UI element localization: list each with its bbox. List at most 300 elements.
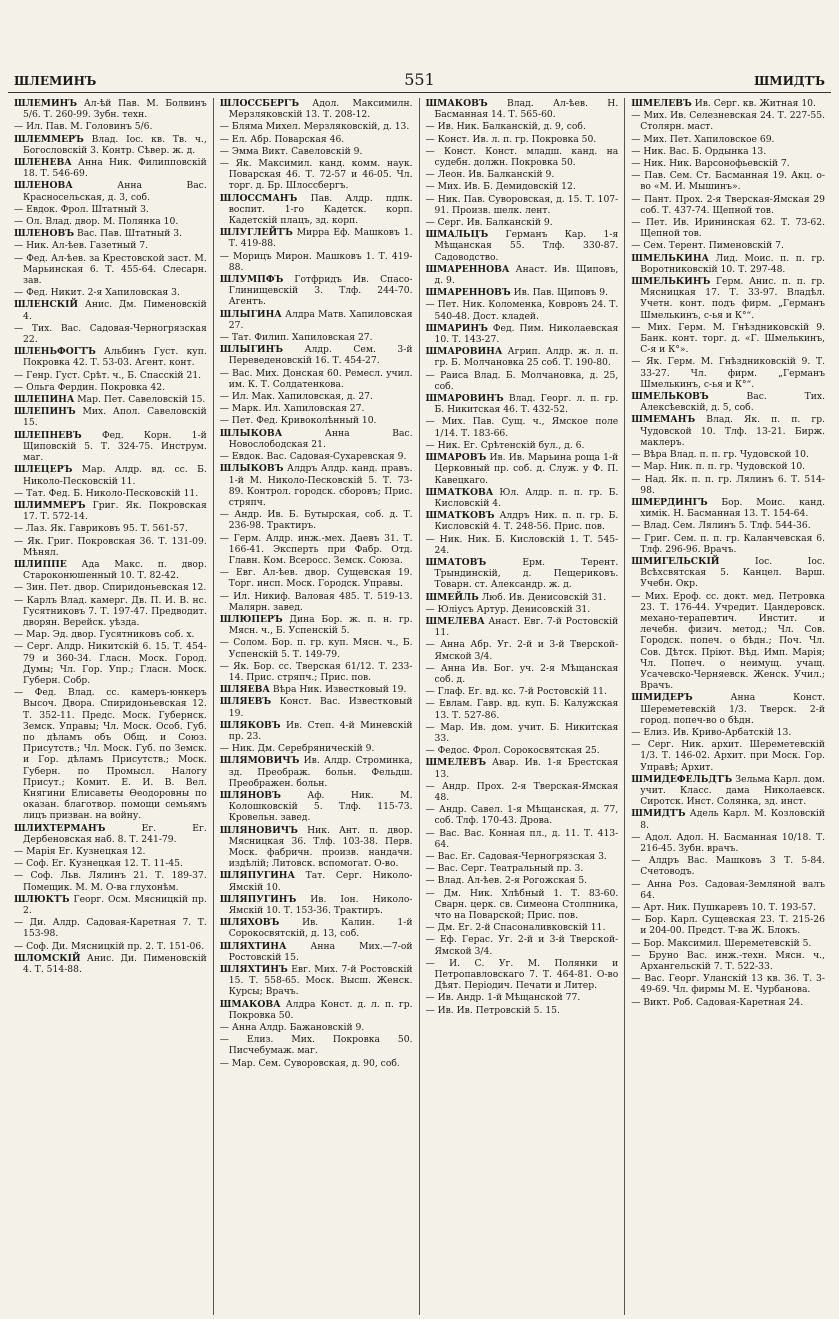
entry-details: — Вас. Георг. Уланскій 13 кв. 36. Т. 3-49-69. Чл. фирмы М. Е. Чурбанова. — [631, 973, 825, 996]
entry-details: Ерм. Терент. Трындинскій, д. Пещериковъ. Товарн. ст. Александр. ж. д. — [434, 556, 619, 591]
entry-details: — Марк. Ил. Хапиловская 27. — [219, 403, 365, 415]
entry-details: — Елиз. Ив. Криво-Арбатскій 13. — [631, 726, 792, 738]
entry-details: Алдра Матв. Хапиловская 27. — [228, 308, 413, 331]
directory-entry — [220, 894, 413, 916]
entry-details: — Сем. Терент. Пименовскій 7. — [631, 240, 784, 252]
directory-entry — [14, 394, 207, 405]
entry-surname: ШЛЫКОВЪ — [219, 463, 284, 475]
entry-details: — Серг. Ив. Балканскій 9. — [425, 217, 553, 229]
directory-entry — [220, 661, 413, 683]
entry-surname: ШМЕЛЬКИНЪ — [631, 276, 711, 288]
entry-details: — Раиса Влад. Б. Молчановка, д. 25, соб. — [425, 369, 619, 392]
directory-entry — [426, 616, 619, 638]
directory-entry — [426, 121, 619, 132]
entry-surname: ШМИДТЪ — [631, 808, 686, 820]
entry-details: — Як. Максимил. канд. комм. наук. Поварская 46. Т. 72-57 и 46-05. Чл. торг. д. Бр. Шлоссбергъ. — [219, 158, 413, 192]
entry-details: — Мар. Сем. Суворовская, д. 90, соб. — [219, 1057, 400, 1069]
directory-entry — [631, 146, 825, 157]
entry-details: — Леон. Ив. Балканскій 9. — [425, 169, 555, 181]
directory-entry — [220, 790, 413, 824]
directory-entry — [426, 557, 619, 591]
entry-surname: ШМАКОВА — [219, 998, 281, 1010]
entry-details: Люб. Ив. Денисовскій 31. — [481, 591, 607, 603]
directory-entry — [14, 488, 207, 499]
entry-details: — Федос. Фрол. Сорокосвятская 25. — [425, 745, 600, 757]
directory-entry — [14, 858, 207, 869]
entry-details: — Генр. Густ. Срѣт. ч., Б. Спасскій 21. — [14, 369, 202, 381]
entry-details: — Фед. Ал-ѣев. за Крестовской заст. М. Марьинская 6. Т. 455-64. Слесарн. зав. — [14, 252, 207, 287]
directory-entry — [426, 510, 619, 532]
entry-details: — Лаз. Як. Гавриковъ 95. Т. 561-57. — [14, 523, 188, 535]
directory-entry — [14, 228, 207, 239]
entry-surname: ШМЕЛЬКИНА — [631, 252, 709, 264]
directory-entry — [426, 169, 619, 180]
directory-entry — [426, 992, 619, 1003]
directory-entry — [631, 832, 825, 854]
directory-entry — [220, 415, 413, 426]
entry-surname: ШМЕРДИНГЪ — [631, 496, 708, 508]
entry-details: Влад. Георг. л. п. гр. Б. Никитская 46. Т. 432-52. — [434, 393, 619, 416]
entry-details: Евг. Мих. 7-й Ростовскій 15. Т. 558-65. Моск. Высш. Женск. Курсы; Врачъ. — [228, 964, 413, 998]
directory-column-2 — [214, 98, 420, 1315]
directory-entry — [426, 229, 619, 263]
entry-details: — Евдок. Вас. Садовая-Сухаревская 9. — [219, 451, 407, 463]
directory-entry — [631, 727, 825, 738]
directory-entry — [14, 157, 207, 179]
page-header — [8, 70, 831, 93]
directory-entry — [14, 846, 207, 857]
directory-entry — [426, 686, 619, 697]
directory-entry — [631, 98, 825, 109]
directory-entry — [220, 193, 413, 227]
directory-entry — [631, 217, 825, 239]
entry-surname: ШЛЯНОВЪ — [219, 789, 281, 801]
directory-entry — [631, 902, 825, 913]
directory-entry — [14, 346, 207, 368]
entry-surname: ШЛЯЕВЪ — [219, 696, 272, 708]
entry-details: Ив. Іон. Николо-Ямскій 10. Т. 153-36. Трактиръ. — [228, 893, 413, 917]
directory-entry — [220, 964, 413, 998]
directory-entry — [220, 146, 413, 157]
entry-details: — Як. Григ. Покровская 36. Т. 131-09. Мѣнял. — [14, 535, 207, 558]
entry-details: — Солом. Бор. п. гр. куп. Мясн. ч., Б. Успенскій 5. Т. 149-79. — [219, 637, 413, 660]
directory-entry — [14, 180, 207, 202]
entry-details: — Фед. Никит. 2-я Хапиловская 3. — [14, 287, 180, 299]
directory-entry — [220, 98, 413, 120]
entry-surname: ШЛУМПФЪ — [219, 274, 284, 286]
directory-entry — [631, 591, 825, 692]
entry-surname: ШЛЕПНЕВЪ — [14, 429, 82, 441]
directory-entry — [14, 464, 207, 486]
directory-entry — [220, 567, 413, 589]
entry-details: — Юліусъ Артур. Денисовскій 31. — [425, 603, 591, 615]
directory-entry — [426, 934, 619, 956]
directory-entry — [220, 591, 413, 613]
entry-details: — Ив. Ив. Петровскій 5. 15. — [425, 1004, 560, 1016]
directory-entry — [220, 344, 413, 366]
entry-surname: ШЛЯХТИНА — [219, 940, 287, 952]
entry-details: — Ив. Андр. 1-й Мѣщанской 77. — [425, 992, 581, 1004]
entry-details: — Мар. Ник. п. п. гр. Чудовской 10. — [631, 461, 806, 473]
directory-entry — [631, 276, 825, 321]
entry-surname: ШМАРЕННОВА — [425, 263, 510, 275]
entry-details: — Ди. Алдр. Садовая-Каретная 7. Т. 153-98. — [14, 917, 207, 940]
entry-details: — Влад. Сем. Лялинъ 5. Тлф. 544-36. — [631, 520, 811, 532]
entry-surname: ШЛЮКТЪ — [14, 893, 70, 905]
entry-details: — Адол. Адол. Н. Басманная 10/18. Т. 216-45. Зубн. врачъ. — [631, 831, 825, 854]
directory-entry — [220, 684, 413, 695]
entry-details: Вѣра Ник. Известковый 19. — [272, 684, 407, 696]
entry-details: — Зин. Пет. двор. Спиридоньевская 12. — [14, 582, 207, 594]
directory-entry — [220, 403, 413, 414]
directory-entry — [426, 804, 619, 826]
entry-details: — Ник. Пав. Суворовская, д. 15. Т. 107-91. Произв. шелк. лент. — [425, 193, 619, 216]
entry-details: — Над. Як. п. п. гр. Лялинъ 6. Т. 514-98. — [631, 473, 825, 496]
directory-entry — [631, 556, 825, 590]
directory-entry — [14, 216, 207, 227]
entry-surname: ШМЕЛЕВЪ — [425, 757, 487, 769]
entry-surname: ШЛЯХТИНЪ — [219, 964, 288, 976]
entry-details: Зельма Карл. дом. учит. Класс. дама Николаевск. Сиротск. Инст. Солянка, зд. инст. — [640, 773, 825, 808]
directory-entry — [14, 687, 207, 821]
entry-surname: ШЛУГЛЕЙТЪ — [219, 227, 293, 239]
entry-details: — Мих. Ив. Селезневская 24. Т. 227-55. Столярн. маст. — [631, 110, 825, 133]
entry-details: — Андр. Прох. 2-я Тверская-Ямская 48. — [425, 780, 619, 803]
entry-details: Герм. Анис. п. п. гр. Мясницкая 17. Т. 33-97. Владѣл. Учетн. конт. подъ фирм. „Германъ Шмелькинъ, с-ья и К°“. — [640, 276, 826, 321]
entry-details: — Анна Ив. Бог. уч. 2-я Мѣщанская соб. д. — [425, 662, 619, 685]
directory-entry — [631, 474, 825, 496]
entry-surname: ШЛЕНОВА — [14, 180, 73, 192]
entry-details: — Евдок. Фрол. Штатный 3. — [14, 203, 149, 215]
directory-entry — [220, 755, 413, 789]
entry-details: — Конст. Ив. л. п. гр. Покровка 50. — [425, 133, 597, 145]
entry-surname: ШМИГЕЛЬСКІЙ — [631, 555, 720, 567]
entry-details: — Вѣра Влад. п. п. гр. Чудовской 10. — [631, 449, 809, 461]
entry-surname: ШЛЕПИНА — [14, 394, 75, 406]
directory-entry — [426, 346, 619, 368]
directory-entry — [220, 274, 413, 308]
entry-details: — Ольга Фердин. Покровка 42. — [14, 381, 166, 393]
entry-details: — Пет. Ив. Ирининская 62. Т. 73-62. Щепной тов. — [631, 217, 825, 240]
directory-entry — [14, 240, 207, 251]
directory-entry — [220, 1022, 413, 1033]
directory-entry — [220, 743, 413, 754]
directory-entry — [220, 158, 413, 192]
directory-entry — [426, 851, 619, 862]
entry-details: Ив. Серг. кв. Житная 10. — [694, 98, 816, 109]
entry-details: — Андр. Савел. 1-я Мѣщанская, д. 77, соб. Тлф. 170-43. Дрова. — [425, 804, 619, 827]
entry-details: Авар. Ив. 1-я Брестская 13. — [434, 757, 619, 780]
entry-surname: ШЛЕНСКІЙ — [14, 299, 79, 311]
directory-entry — [14, 870, 207, 892]
entry-surname: ШМЕЛЬКОВЪ — [631, 391, 709, 403]
directory-entry — [631, 533, 825, 555]
directory-entry — [631, 808, 825, 830]
directory-entry — [426, 663, 619, 685]
directory-entry — [426, 370, 619, 392]
entry-details: — Марія Ег. Кузнецкая 12. — [14, 846, 146, 857]
directory-entry — [14, 582, 207, 593]
entry-details: — Вас. Мих. Донская 60. Ремесл. учил. им. К. Т. Солдатенкова. — [219, 367, 413, 390]
entry-details: — Ник. Ник. Б. Кисловскій 1. Т. 545-24. — [425, 533, 619, 556]
directory-entry — [631, 914, 825, 936]
entry-surname: ШМАРОВИНА — [425, 346, 503, 358]
directory-entry — [220, 720, 413, 742]
entry-details: — Григ. Сем. п. п. гр. Каланчевская 6. Тлф. 296-96. Врачъ. — [631, 532, 825, 555]
entry-surname: ШЛИХТЕРМАНЪ — [14, 822, 106, 834]
entry-details: Ив. Ив. Марьина роща 1-й Церковный пр. соб. д. Служ. у Ф. П. Кавецкаго. — [434, 452, 619, 486]
directory-entry — [426, 639, 619, 661]
directory-entry — [220, 637, 413, 659]
directory-entry — [220, 614, 413, 636]
entry-details: — Ник. Дм. Серебряническій 9. — [219, 743, 375, 755]
entry-details: — Викт. Роб. Садовая-Каретная 24. — [631, 996, 804, 1008]
directory-entry — [426, 416, 619, 438]
entry-details: Лид. Моис. п. п. гр. Воротниковскій 10. Т. 297-48. — [640, 252, 825, 275]
directory-entry — [14, 253, 207, 287]
entry-details: — Як. Герм. М. Гнѣздниковскій 9. Т. 33-27. Чл. фирм. „Германъ Шмелькинъ, с-ья и К°“. — [631, 356, 825, 390]
directory-entry — [14, 430, 207, 464]
entry-surname: ШЛЯЕВА — [219, 684, 270, 696]
directory-entry — [631, 134, 825, 145]
directory-entry — [14, 595, 207, 629]
directory-entry — [426, 134, 619, 145]
entry-surname: ШЛЫГИНЪ — [219, 344, 284, 356]
directory-entry — [631, 997, 825, 1008]
directory-entry — [220, 1034, 413, 1056]
entry-surname: ШЛЕМИНЪ — [14, 98, 78, 109]
directory-entry — [14, 121, 207, 132]
directory-entry — [220, 391, 413, 402]
entry-details: — Ник. Ал-ѣев. Газетный 7. — [14, 240, 149, 252]
directory-entry — [14, 894, 207, 916]
entry-surname: ШЛЯПУГИНА — [219, 870, 295, 882]
entry-details: — Дм. Ег. 2-й Спасоналивковскій 11. — [425, 922, 606, 934]
directory-entry — [631, 356, 825, 390]
entry-details: Юл. Алдр. п. п. гр. Б. Кисловскій 4. — [434, 486, 619, 509]
directory-entry — [631, 170, 825, 192]
directory-entry — [14, 953, 207, 975]
entry-surname: ШЛИММЕРЪ — [14, 499, 86, 511]
entry-details: Алдръ Ник. п. п. гр. Б. Кисловскій 4. Т. 248-56. Прис. пов. — [434, 510, 619, 533]
entry-surname: ШМАТКОВА — [425, 486, 494, 498]
directory-entry — [220, 1058, 413, 1069]
entry-surname: ШМАРЕННОВЪ — [425, 287, 511, 299]
entry-details: Адол. Максимилн. Мерзляковскій 13. Т. 208-12. — [228, 98, 413, 121]
entry-details: — Пет. Ник. Коломенка, Ковровъ 24. Т. 540-48. Дост. кладей. — [425, 299, 619, 322]
entry-details: Тат. Серг. Николо-Ямскій 10. — [228, 870, 413, 893]
entry-details: — Пет. Фед. Кривоколѣнный 10. — [219, 415, 377, 427]
entry-details: Конст. Вас. Известковый 19. — [228, 696, 413, 719]
directory-entry — [220, 917, 413, 939]
directory-entry — [220, 309, 413, 331]
directory-entry — [220, 368, 413, 390]
page-number: 551 — [404, 70, 435, 89]
entry-details: Ив. Степ. 4-й Миневскій пр. 23. — [228, 719, 413, 742]
entry-details: Алдръ Алдр. канд. правъ. 1-й М. Николо-Песковскій 5. Т. 73-89. Контрол. городск. сборовъ; Прис. стряпч. — [228, 463, 413, 508]
directory-entry — [220, 509, 413, 531]
directory-entry — [220, 451, 413, 462]
entry-details: — И. С. Уг. М. Полянки и Петропавловскаго 7. Т. 464-81. О-во Дѣят. Періодич. Печати и Литер. — [425, 957, 619, 992]
entry-details: Іос. Іос. Всѣхсвятская 5. Канцел. Варш. Учебн. Окр. — [640, 555, 825, 590]
entry-surname: ШМЕЛЕВА — [425, 615, 485, 627]
directory-entry — [426, 194, 619, 216]
directory-entry — [220, 696, 413, 718]
directory-entry — [631, 240, 825, 251]
entry-details: — Ил. Мак. Хапиловская, д. 27. — [219, 391, 373, 403]
directory-entry — [631, 855, 825, 877]
entry-details: Ив. Алдр. Строминка, зд. Преображ. больн. Фельдш. Преображен. больн. — [228, 755, 413, 789]
entry-details: — Ол. Влад. двор. М. Полянка 10. — [14, 216, 179, 228]
directory-entry — [14, 406, 207, 428]
directory-entry — [631, 973, 825, 995]
entry-surname: ШЛЕММЕРЪ — [14, 133, 84, 145]
running-head-right: ШМИДТЪ — [754, 74, 825, 88]
entry-surname: ШЛЯПУГИНЪ — [219, 893, 297, 905]
entry-surname: ШЛЕПИНЪ — [14, 406, 76, 418]
entry-details: — Ник. Ег. Срѣтенскій бул., д. 6. — [425, 439, 585, 451]
entry-surname: ШЛЯКОВЪ — [219, 719, 281, 731]
entry-details: — Карлъ Влад. камерг. Дв. П. И. В. нс. Гусятниковъ 7. Т. 197-47. Предводит. дворян. Верейск. уѣзда. — [14, 594, 207, 628]
entry-surname: ШЛЮПЕРЪ — [219, 613, 283, 625]
entry-details: — Тат. Филип. Хапиловская 27. — [219, 332, 373, 344]
entry-details: — Серг. Алдр. Никитскій 6. 15. Т. 454-79 и 360-34. Гласн. Моск. Город. Думы; Чл. Гор. Упр.; Гласн. Моск. Губерн. Собр. — [14, 641, 207, 686]
directory-entry — [14, 917, 207, 939]
entry-surname: ШМАТОВЪ — [425, 556, 487, 568]
entry-details: — Мих. Пав. Сущ. ч., Ямское поле 1/14. Т. 183-66. — [425, 416, 619, 439]
entry-details: Мих. Апол. Савеловскій 15. — [23, 406, 207, 429]
directory-entry — [426, 323, 619, 345]
entry-surname: ШМАЛЬЦЪ — [425, 229, 489, 241]
entry-details: Георг. Осм. Мясницкій пр. 2. — [23, 893, 207, 917]
entry-surname: ШМЕМАНЪ — [631, 414, 696, 426]
entry-details: Влад. Ал-ѣев. Н. Басманная 14. Т. 565-60. — [434, 98, 619, 121]
entry-details: Анна Конст. Шереметевскій 1/3. Тверск. 2-й город. попеч-во о бѣдн. — [640, 692, 825, 726]
directory-entry — [631, 950, 825, 972]
directory-entry — [426, 440, 619, 451]
directory-entry — [14, 641, 207, 686]
entry-details: Готфридъ Ив. Спасо-Глинищевскій 3. Тлф. 244-70. Агентъ. — [228, 274, 413, 308]
directory-entry — [426, 722, 619, 744]
entry-details: Вас. Пав. Штатный 3. — [76, 228, 183, 240]
entry-details: Мирра Еф. Машковъ 1. Т. 419-88. — [228, 227, 413, 250]
entry-details: — Ник. Ник. Варсонофьевскій 7. — [631, 158, 790, 170]
entry-details: Анис. Дм. Пименовскій 4. — [23, 299, 207, 322]
directory-entry — [14, 523, 207, 534]
entry-surname: ШЛЫГИНА — [219, 308, 282, 320]
entry-details: Вас. Тих. Алексѣевскій, д. 5, соб. — [640, 391, 825, 414]
directory-entry — [14, 941, 207, 952]
entry-surname: ШЛОМСКІЙ — [14, 952, 81, 964]
entry-surname: ШМЕЙЛЬ — [425, 591, 479, 603]
entry-details: — Ник. Вас. Б. Ордынка 13. — [631, 145, 767, 157]
directory-entry — [220, 463, 413, 508]
directory-entry — [220, 227, 413, 249]
entry-surname: ШМАРОВЪ — [425, 452, 487, 464]
entry-surname: ШЛЯНОВИЧЪ — [219, 824, 298, 836]
directory-entry — [631, 158, 825, 169]
directory-entry — [14, 323, 207, 345]
directory-entry — [426, 264, 619, 286]
directory-entry — [426, 922, 619, 933]
entry-details: Ал-ѣй Пав. М. Болвинъ 5/6. Т. 260-99. Зубн. техн. — [23, 98, 207, 121]
entry-details: — Мар. Ив. дом. учит. Б. Никитская 33. — [425, 721, 619, 744]
directory-entry — [631, 253, 825, 275]
directory-entry — [426, 487, 619, 509]
entry-details: — Мих. Герм. М. Гнѣздниковскій 9. Банк. конт. торг. д. «Г. Шмелькинъ, С-я и К°». — [631, 321, 825, 356]
directory-entry — [14, 204, 207, 215]
entry-details: Мар. Алдр. вд. сс. Б. Николо-Песковскій 11. — [23, 464, 207, 487]
directory-entry — [426, 98, 619, 120]
directory-entry — [631, 414, 825, 448]
entry-details: — Бор. Максимил. Шереметевскій 5. — [631, 937, 812, 949]
directory-entry — [426, 828, 619, 850]
entry-surname: ШЛЕНЬФОГТЪ — [14, 346, 96, 358]
directory-column-4 — [625, 98, 831, 1315]
entry-details: — Соф. Льв. Лялинъ 21. Т. 189-37. Помещик. М. М. О-ва глухонѣм. — [14, 870, 207, 893]
entry-details: — Анна Абр. Уг. 2-й и 3-й Тверской-Ямской 3/4. — [425, 639, 619, 662]
directory-entry — [426, 299, 619, 321]
directory-entry — [426, 452, 619, 486]
entry-details: — Алдръ Вас. Машковъ 3 Т. 5-84. Счетоводъ. — [631, 855, 825, 878]
directory-entry — [14, 500, 207, 522]
entry-surname: ШЛЯМОВИЧЪ — [219, 755, 300, 767]
entry-details: — Ел. Абр. Поварская 46. — [219, 133, 345, 145]
directory-entry — [14, 370, 207, 381]
entry-details: Ив. Калин. 1-й Сорокосвятскій, д. 13, соб. — [228, 917, 413, 940]
directory-entry — [426, 217, 619, 228]
directory-entry — [426, 604, 619, 615]
directory-entry — [631, 774, 825, 808]
directory-entry — [631, 879, 825, 901]
entry-details: — Ил. Пав. М. Головинъ 5/6. — [14, 121, 153, 133]
entry-details: Алдр. Сем. 3-й Переведеновскій 16. Т. 454-27. — [228, 344, 413, 367]
entry-details: Влад. Іос. кв. Тв. ч., Богословскій 3. Контр. Сѣвер. ж. д. — [23, 133, 207, 156]
directory-entry — [14, 559, 207, 581]
entry-details: Алдра Конст. д. л. п. гр. Покровка 50. — [228, 998, 413, 1021]
entry-details: Бор. Моис. канд. химік. Н. Басманная 13. Т. 154-64. — [640, 496, 825, 520]
entry-surname: ШМАРОВИНЪ — [425, 393, 504, 405]
directory-entry — [426, 181, 619, 192]
directory-entry — [220, 121, 413, 132]
entry-details: — Тат. Фед. Б. Николо-Песковскій 11. — [14, 487, 199, 499]
entry-details: Анис. Ди. Пименовскій 4. Т. 514-88. — [23, 952, 207, 976]
entry-surname: ШМАКОВЪ — [425, 98, 488, 109]
entry-details: — Арт. Ник. Пушкаревъ 10. Т. 193-57. — [631, 902, 817, 914]
directory-entry — [426, 745, 619, 756]
entry-surname: ШЛОССБЕРГЪ — [219, 98, 300, 109]
entry-details: — Мар. Эд. двор. Гусятниковъ соб. х. — [14, 629, 195, 641]
entry-surname: ШМАРИНЪ — [425, 322, 488, 334]
directory-entry — [14, 382, 207, 393]
entry-details: Анна Мих.—7-ой Ростовскій 15. — [228, 940, 413, 963]
directory-entry — [14, 536, 207, 558]
directory-entry — [631, 110, 825, 132]
entry-details: — Ил. Никиф. Валовая 485. Т. 519-13. Малярн. завед. — [219, 590, 413, 613]
entry-details: Агрип. Алдр. ж. л. п. гр. Б. Молчановка 25 соб. Т. 190-80. — [434, 346, 619, 369]
entry-details: Пав. Алдр. пдпк. воспит. 1-го Кадетск. корп. Кадетскій плацъ, зд. корп. — [228, 192, 413, 227]
entry-details: — Глаф. Ег. вд. кс. 7-й Ростовскій 11. — [425, 686, 607, 698]
directory-entry — [631, 739, 825, 773]
entry-details: — Як. Бор. сс. Тверская 61/12. Т. 233-14. Прис. стряпч.; Прис. пов. — [219, 660, 413, 683]
entry-surname: ШЛЕЦЕРЪ — [14, 464, 73, 476]
entry-details: Ник. Ант. п. двор. Мясницкая 36. Тлф. 103-38. Перв. Моск. фабричн. произв. нандачн. издѣлій; Литовск. вспомогат. О-во. — [228, 824, 413, 870]
entry-details: — Соф. Ди. Мясницкій пр. 2. Т. 151-06. — [14, 940, 205, 952]
entry-surname: ШЛЫКОВА — [219, 427, 283, 439]
directory-entry — [220, 533, 413, 567]
directory-entry — [631, 461, 825, 472]
directory-entry — [631, 497, 825, 519]
